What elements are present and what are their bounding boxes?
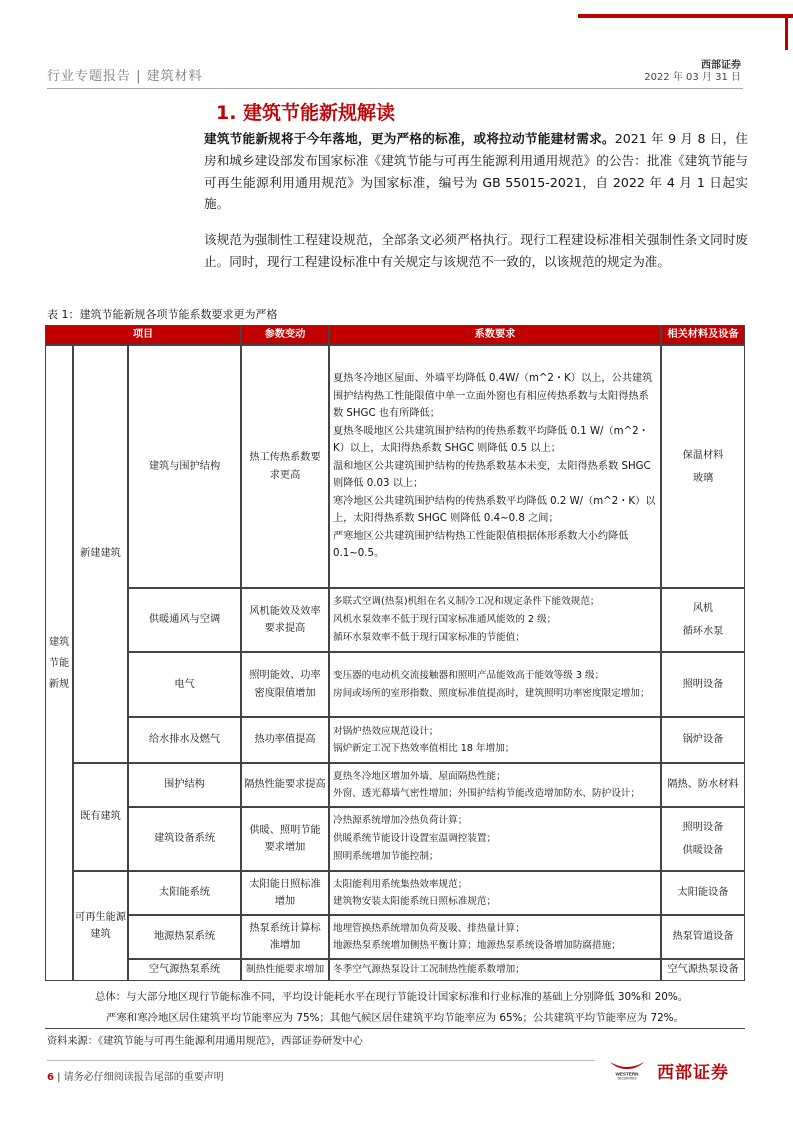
svg-text:SECURITIES: SECURITIES xyxy=(617,1076,637,1080)
table-row-material: 太阳能设备 xyxy=(661,871,745,915)
table-row-requirement: 太阳能利用系统集热效率规范； 建筑物安装太阳能系统日照标准规范； xyxy=(329,871,661,915)
table-row-param: 风机能效及效率要求提高 xyxy=(241,588,329,652)
table-row-item: 空气源热泵系统 xyxy=(128,959,241,981)
table-row-param: 隔热性能要求提高 xyxy=(241,763,329,807)
top-accent-bar xyxy=(578,14,793,18)
table-row-requirement: 地埋管换热系统增加负荷及吸、排热量计算； 地源热泵系统增加侧热平衡计算；地源热泵系统设备增加防腐措施； xyxy=(329,915,661,959)
paragraph-1 xyxy=(204,128,748,215)
table-row-material: 热泵管道设备 xyxy=(661,915,745,959)
report-type: 行业专题报告 | 建筑材料 xyxy=(47,69,203,84)
header-divider xyxy=(47,88,743,89)
category-new-building: 新建建筑 xyxy=(73,345,128,763)
table-title: 表 1：建筑节能新规各项节能系数要求更为严格 xyxy=(47,308,278,321)
logo-wordmark: 西部证券 xyxy=(657,1063,729,1083)
table-row-material: 照明设备 xyxy=(661,652,745,717)
section-title: 1. 建筑节能新规解读 xyxy=(216,102,396,124)
paragraph-1-body: 2021 年 9 月 8 日，住房和城乡建设部发布国家标准《建筑节能与可再生能源利用通用规范》的公告：批准《建筑节能与可再生能源利用通用规范》为国家标准，编号为 GB 55015-2021，自 2022 年 4 月 1 日起实施。 xyxy=(204,131,749,212)
top-accent-tick xyxy=(785,14,788,50)
group-label: 建筑 节能 新规 xyxy=(45,345,73,981)
table-summary-1: 总体：与大部分地区现行节能标准不同，平均设计能耗水平在现行节能设计国家标准和行业标准的基础上分别降低 30%和 20%。 xyxy=(95,991,689,1003)
table-row-requirement: 变压器的电动机交流接触器和照明产品能效高于能效等级 3 级； 房间或场所的室形指数、照度标准值提高时，建筑照明功率密度限定增加； xyxy=(329,652,661,717)
table-row-material: 空气源热泵设备 xyxy=(661,959,745,981)
header-material: 相关材料及设备 xyxy=(661,325,745,345)
footer-divider xyxy=(47,1060,595,1061)
table-row-item: 建筑设备系统 xyxy=(128,807,241,871)
table-row-param: 热工传热系数要求更高 xyxy=(241,345,329,588)
header-requirement: 系数要求 xyxy=(329,325,661,345)
table-row-item: 供暖通风与空调 xyxy=(128,588,241,652)
table-row-item: 给水排水及燃气 xyxy=(128,717,241,763)
page-number: 6 xyxy=(47,1072,54,1083)
header-project: 项目 xyxy=(45,325,241,345)
table-row-param: 照明能效、功率密度限值增加 xyxy=(241,652,329,717)
source-note: 资料来源：《建筑节能与可再生能源利用通用规范》，西部证券研发中心 xyxy=(47,1036,363,1047)
table-row-requirement: 对锅炉热效应规范设计； 锅炉新定工况下热效率值相比 18 年增加； xyxy=(329,717,661,763)
table-row-item: 围护结构 xyxy=(128,763,241,807)
table-row-material: 隔热、防水材料 xyxy=(661,763,745,807)
table-row-param: 太阳能日照标准增加 xyxy=(241,871,329,915)
footer-disclaimer: | 请务必仔细阅读报告尾部的重要声明 xyxy=(53,1072,224,1083)
table-row-item: 地源热泵系统 xyxy=(128,915,241,959)
table-row-material: 保温材料 玻璃 xyxy=(661,345,745,588)
table-row-param: 供暖、照明节能要求增加 xyxy=(241,807,329,871)
category-existing-building: 既有建筑 xyxy=(73,763,128,871)
table-row-requirement: 多联式空调(热泵)机组在名义制冷工况和规定条件下能效规范； 风机水泵效率不低于现行国家标准通风能效的 2 级； 循环水泵效率不低于现行国家标准的节能值； xyxy=(329,588,661,652)
table-row-requirement: 冷热源系统增加冷热负荷计算； 供暖系统节能设计设置室温调控装置； 照明系统增加节能控制； xyxy=(329,807,661,871)
table-row-param: 制热性能要求增加 xyxy=(241,959,329,981)
category-renewable: 可再生能源 建筑 xyxy=(73,871,128,981)
table-row-material: 照明设备 供暖设备 xyxy=(661,807,745,871)
svg-text:WESTERN: WESTERN xyxy=(615,1071,639,1077)
table-row-requirement: 冬季空气源热泵设计工况制热性能系数增加； xyxy=(329,959,661,981)
table-row-item: 建筑与围护结构 xyxy=(128,345,241,588)
table-row-material: 锅炉设备 xyxy=(661,717,745,763)
table-row-param: 热功率值提高 xyxy=(241,717,329,763)
paragraph-2: 该规范为强制性工程建设规范，全部条文必须严格执行。现行工程建设标准相关强制性条文同时废止。同时，现行工程建设标准中有关规定与该规范不一致的，以该规范的规定为准。 xyxy=(204,232,748,269)
header-param: 参数变动 xyxy=(241,325,329,345)
header-brand: 西部证券 xyxy=(701,60,741,71)
requirements-table xyxy=(45,325,745,981)
table-row-material: 风机 循环水泵 xyxy=(661,588,745,652)
footer-note xyxy=(47,1068,224,1083)
table-row-requirement: 夏热冬冷地区屋面、外墙平均降低 0.4W/（m^2・K）以上，公共建筑围护结构热工性能限值中单一立面外窗也有相应传热系数与太阳得热系数 SHGC 也有所降低； 夏热冬暖地区公共建筑围护结构的传热系数平均降低 0.1 W/（m^2・K）以上，太阳得热系数 SHGC 则降低 0.5 以上； 温和地区公共建筑围护结构的传热系数基本未变，太阳得热系数 SHGC 则降低 0.03 以上； 寒冷地区公共建筑围护结构的传热系数平均降低 0.2 W/（m^2・K）以上，太阳得热系数 SHGC 则降低 0.4~0.8 之间； 严寒地区公共建筑围护结构热工性能限值根据体形系数大小约降低 0.1~0.5。 xyxy=(329,345,661,588)
table-row-item: 太阳能系统 xyxy=(128,871,241,915)
paragraph-1-lead: 建筑节能新规将于今年落地，更为严格的标准，或将拉动节能建材需求。 xyxy=(204,131,615,146)
source-divider xyxy=(45,1028,745,1029)
western-securities-logo-icon xyxy=(604,1060,650,1080)
table-summary-2: 严寒和寒冷地区居住建筑平均节能率应为 75%；其他气候区居住建筑平均节能率应为 65%；公共建筑平均节能率应为 72%。 xyxy=(106,1012,684,1024)
report-date: 2022 年 03 月 31 日 xyxy=(644,72,741,83)
table-row-param: 热泵系统计算标准增加 xyxy=(241,915,329,959)
table-row-item: 电气 xyxy=(128,652,241,717)
table-row-requirement: 夏热冬冷地区增加外墙、屋面隔热性能； 外窗、透光幕墙气密性增加；外围护结构节能改造增加防水、防护设计； xyxy=(329,763,661,807)
